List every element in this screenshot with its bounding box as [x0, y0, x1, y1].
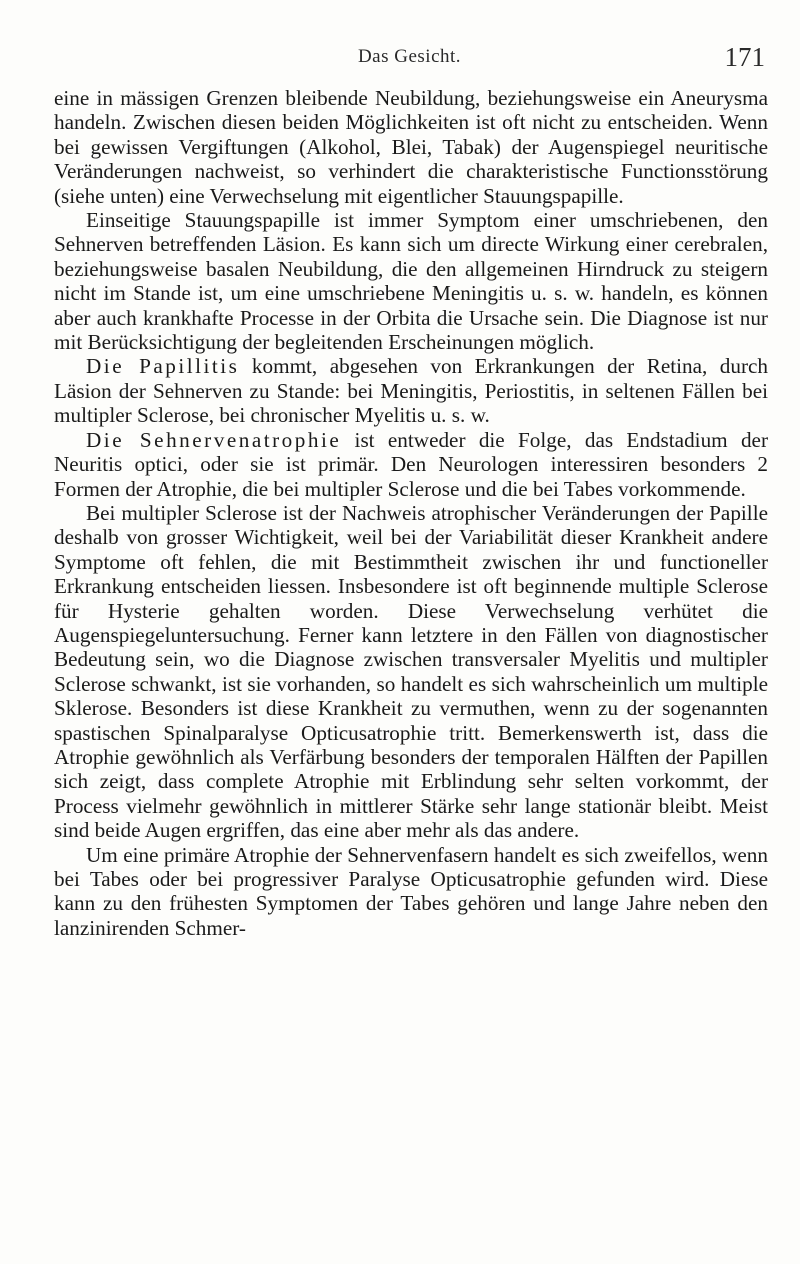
- paragraph: [54, 208, 768, 354]
- paragraph-text: kommt, abgesehen von Erkrankungen der Retina, durch Läsion der Sehnerven zu Stande: bei Meningitis, Periostitis, in seltenen Fällen bei multipler Sclerose, bei chronischer Myelitis u. s. w.: [54, 354, 769, 428]
- paragraph: [54, 354, 768, 427]
- paragraph: [54, 86, 768, 208]
- running-title: Das Gesicht.: [357, 46, 462, 67]
- paragraph: [54, 843, 768, 941]
- paragraph-text: Um eine primäre Atrophie der Sehnervenfasern handelt es sich zweifellos, wenn bei Tabes oder bei progressiver Paralyse Opticusatrophie gefunden wird. Diese kann zu den frühesten Symptomen der Tabes gehören und lange Jahre neben den lanzinirenden Schmer-: [54, 842, 768, 940]
- page-number: 171: [724, 42, 765, 72]
- paragraph: [54, 428, 768, 501]
- spaced-term: Die Sehnervenatrophie: [86, 427, 342, 452]
- body-text: [54, 86, 768, 940]
- paragraph-text: Bei multipler Sclerose ist der Nachweis atrophischer Veränderungen der Papille deshalb von grosser Wichtigkeit, weil bei der Variabilität dieser Krankheit andere Symptome oft fehlen, die mit Bestimmtheit zwischen ihr und functioneller Erkrankung entscheiden liessen. Insbesondere ist oft beginnende multiple Sclerose für Hysterie gehalten worden. Diese Verwechselung verhütet die Augenspiegeluntersuchung. Ferner kann letztere in den Fällen von diagnostischer Bedeutung sein, wo die Diagnose zwischen transversaler Myelitis und multipler Sclerose schwankt, ist sie vorhanden, so handelt es sich wahrscheinlich um multiple Sklerose. Besonders ist diese Krankheit zu vermuthen, wenn zu der sogenannten spastischen Spinalparalyse Opticusatrophie tritt. Bemerkenswerth ist, dass die Atrophie gewöhnlich als Verfärbung besonders der temporalen Hälften der Papillen sich zeigt, dass complete Atrophie mit Erblindung sehr selten vorkommt, der Process vielmehr gewöhnlich in mittlerer Stärke sehr lange stationär bleibt. Meist sind beide Augen ergriffen, das eine aber mehr als das andere.: [54, 500, 768, 843]
- paragraph: [54, 501, 768, 843]
- paragraph-text: Einseitige Stauungspapille ist immer Symptom einer umschriebenen, den Sehnerven betreffenden Läsion. Es kann sich um directe Wirkung einer cerebralen, beziehungsweise basalen Neubildung, die den allgemeinen Hirndruck zu steigern nicht im Stande ist, um eine umschriebene Meningitis u. s. w. handeln, es können aber auch krankhafte Processe in der Orbita die Ursache sein. Die Diagnose ist nur mit Berücksichtigung der begleitenden Erscheinungen möglich.: [54, 208, 768, 355]
- running-head: [54, 42, 765, 76]
- paragraph-text: ist entweder die Folge, das Endstadium der Neuritis optici, oder sie ist primär. Den Neurologen interessiren besonders 2 Formen der Atrophie, die bei multipler Sclerose und die bei Tabes vorkommende.: [54, 427, 769, 501]
- spaced-term: Die Papillitis: [86, 354, 240, 379]
- paragraph-text: eine in mässigen Grenzen bleibende Neubildung, beziehungsweise ein Aneurysma handeln. Zwischen diesen beiden Möglichkeiten ist oft nicht zu entscheiden. Wenn bei gewissen Vergiftungen (Alkohol, Blei, Tabak) der Augenspiegel neuritische Veränderungen nachweist, so verhindert die charakteristische Functionsstörung (siehe unten) eine Verwechselung mit eigentlicher Stauungspapille.: [54, 86, 768, 208]
